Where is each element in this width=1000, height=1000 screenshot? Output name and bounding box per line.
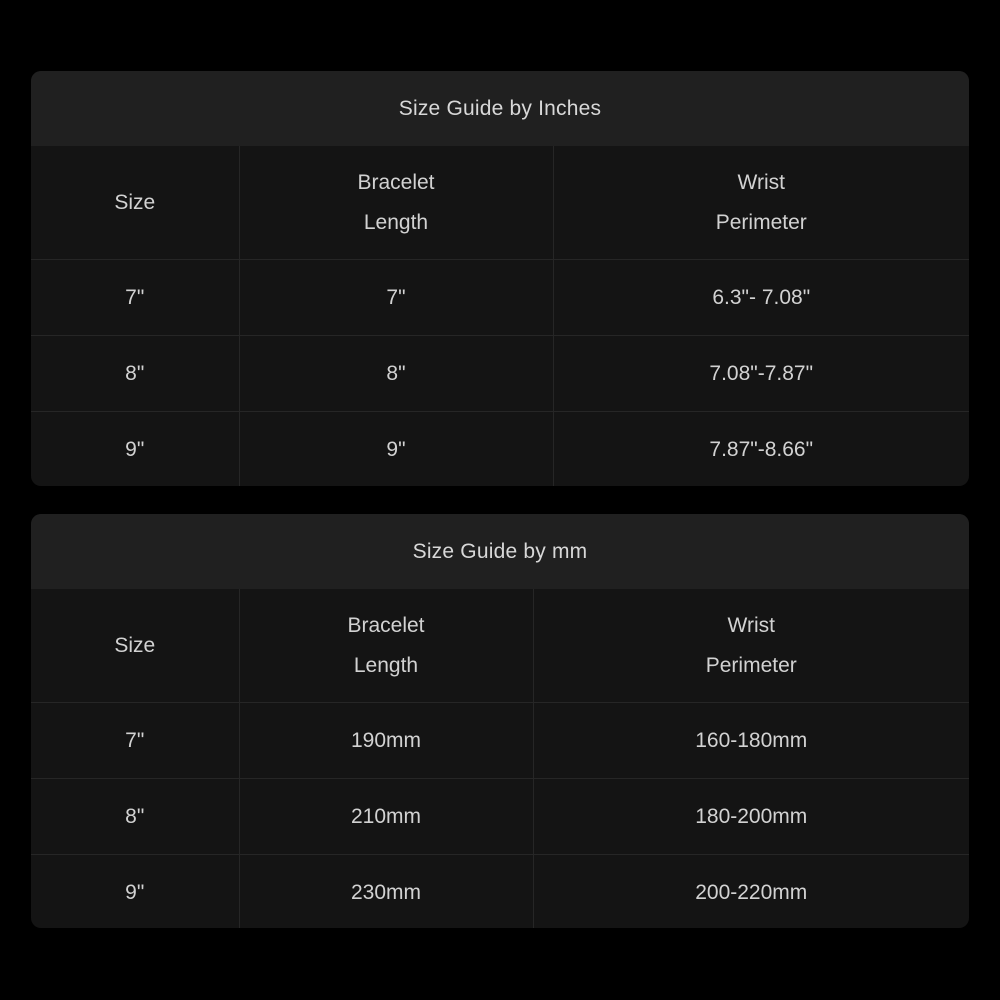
bracelet-length-cell: 190mm [239, 703, 533, 779]
size-cell: 7" [31, 260, 239, 336]
table-header-row [31, 146, 969, 260]
size-cell: 9" [31, 855, 239, 929]
wrist-perimeter-cell: 7.08"-7.87" [553, 336, 969, 412]
size-guide-mm-title: Size Guide by mm [31, 514, 969, 589]
column-header-wrist-perimeter: Wrist Perimeter [553, 146, 969, 260]
column-header-size: Size [31, 589, 239, 703]
size-cell: 8" [31, 779, 239, 855]
wrist-perimeter-cell: 7.87"-8.66" [709, 437, 814, 461]
table-row [31, 260, 969, 336]
size-guide-mm-table [31, 589, 969, 928]
size-cell: 8" [31, 336, 239, 412]
table-row [31, 779, 969, 855]
size-guide-mm-card [31, 514, 969, 928]
size-guide-inches-card [31, 71, 969, 486]
bracelet-length-cell: 9" [239, 412, 553, 487]
table-header-row [31, 589, 969, 703]
wrist-perimeter-cell: 200-220mm [695, 880, 808, 904]
column-header-size: Size [31, 146, 239, 260]
bracelet-length-cell: 210mm [239, 779, 533, 855]
bracelet-length-cell: 8" [239, 336, 553, 412]
column-header-wrist-perimeter: Wrist Perimeter [533, 589, 969, 703]
column-header-bracelet-length: Bracelet Length [239, 146, 553, 260]
size-guide-inches-table [31, 146, 969, 486]
table-row [31, 703, 969, 779]
bracelet-length-cell: 7" [239, 260, 553, 336]
bracelet-length-cell: 230mm [239, 855, 533, 929]
table-row [31, 336, 969, 412]
wrist-perimeter-cell: 160-180mm [533, 703, 969, 779]
wrist-perimeter-cell: 180-200mm [533, 779, 969, 855]
table-row [31, 412, 969, 487]
size-cell: 7" [31, 703, 239, 779]
table-row [31, 855, 969, 929]
size-cell: 9" [31, 412, 239, 487]
wrist-perimeter-cell: 6.3"- 7.08" [553, 260, 969, 336]
size-guide-inches-title: Size Guide by Inches [31, 71, 969, 146]
column-header-bracelet-length: Bracelet Length [239, 589, 533, 703]
